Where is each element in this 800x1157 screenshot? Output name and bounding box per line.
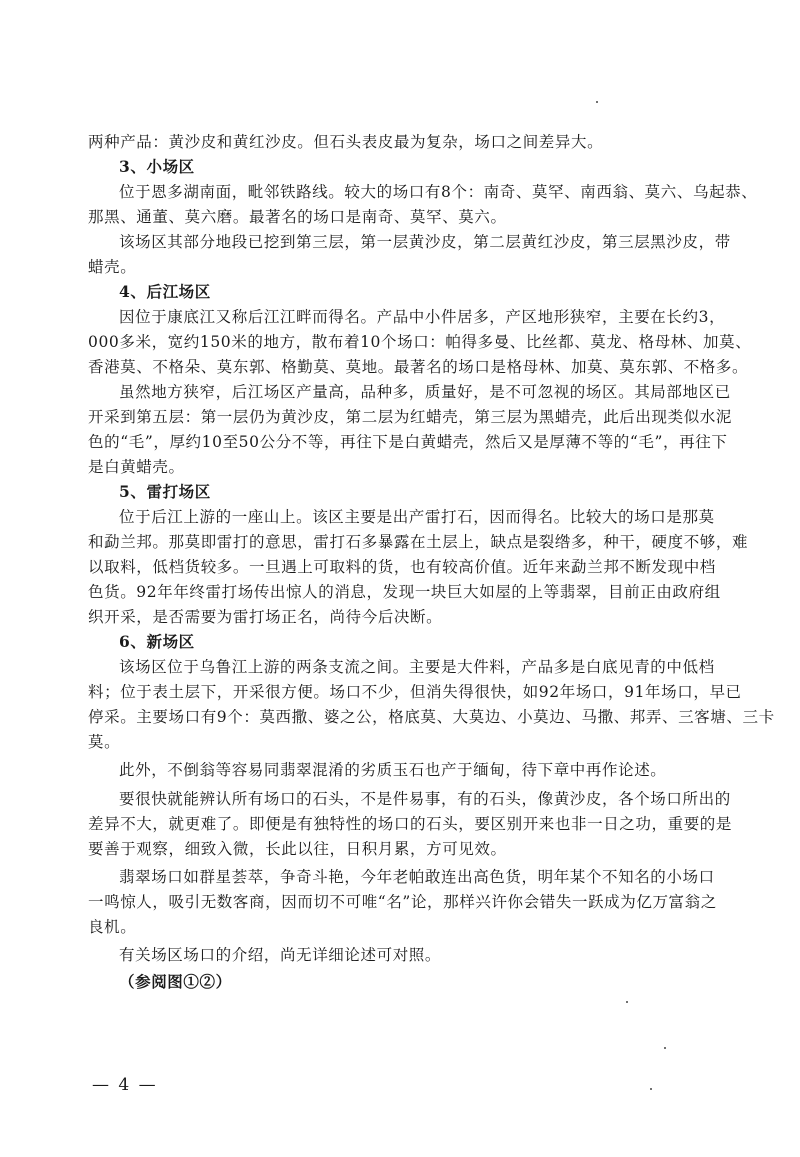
text-line: 要善于观察，细致入微，长此以往，日积月累，方可见效。 — [88, 840, 507, 858]
text-line: 翡翠场口如群星荟萃，争奇斗艳，今年老帕敢连出高色货，明年某个不知名的小场口 — [119, 868, 715, 886]
section-heading-small-field: 3、小场区 — [119, 157, 195, 176]
scan-speck — [596, 101, 598, 103]
section-heading-new-field: 6、新场区 — [119, 632, 195, 651]
text-line: 蜡壳。 — [88, 258, 137, 276]
section-heading-houjiang: 4、后江场区 — [119, 282, 211, 301]
text-line: 是白黄蜡壳。 — [88, 458, 185, 476]
text-line: 差异不大，就更难了。即便是有独特性的场口的石头，要区别开来也非一日之功，重要的是 — [88, 815, 733, 833]
text-line: 因位于康底江又称后江江畔而得名。产品中小件居多，产区地形狭窄，主要在长约3， — [119, 308, 726, 326]
text-line: 两种产品：黄沙皮和黄红沙皮。但石头表皮最为复杂，场口之间差异大。 — [88, 133, 604, 151]
text-line: 织开采，是否需要为雷打场正名，尚待今后决断。 — [88, 608, 443, 626]
text-line: 有关场区场口的介绍，尚无详细论述可对照。 — [119, 946, 442, 964]
text-line: 该场区其部分地段已挖到第三层，第一层黄沙皮，第二层黄红沙皮，第三层黑沙皮，带 — [119, 233, 731, 251]
text-line: 色货。92年年终雷打场传出惊人的消息，发现一块巨大如屋的上等翡翠，目前正由政府组 — [88, 583, 721, 601]
text-line: 该场区位于乌鲁江上游的两条支流之间。主要是大件料，产品多是白底见青的中低档 — [119, 658, 715, 676]
text-line: 停采。主要场口有9个：莫西撒、婆之公，格底莫、大莫边、小莫边、马撒、邦弄、三客塘、三卡 — [88, 708, 775, 726]
text-line: 000多米，宽约150米的地方，散布着10个场口：帕得多曼、比丝都、莫龙、格母林、加莫、 — [88, 333, 752, 351]
text-line: 此外，不倒翁等容易同翡翠混淆的劣质玉石也产于缅甸，待下章中再作论述。 — [119, 761, 667, 779]
text-line: 要很快就能辨认所有场口的石头，不是件易事，有的石头，像黄沙皮，各个场口所出的 — [119, 790, 731, 808]
page-number: — 4 — — [92, 1075, 158, 1095]
scan-speck — [664, 1047, 666, 1049]
text-line: 位于恩多湖南面，毗邻铁路线。较大的场口有8个：南奇、莫罕、南西翁、莫六、乌起恭、 — [119, 183, 758, 201]
scan-speck — [650, 1088, 652, 1090]
text-line: 良机。 — [88, 918, 137, 936]
text-line: 开采到第五层：第一层仍为黄沙皮，第二层为红蜡壳，第三层为黑蜡壳，此后出现类似水泥 — [88, 408, 733, 426]
text-line: 虽然地方狭窄，后江场区产量高，品种多，质量好，是不可忽视的场区。其局部地区已 — [119, 383, 731, 401]
text-line: 一鸣惊人，吸引无数客商，因而切不可唯“名”论，那样兴许你会错失一跃成为亿万富翁之 — [88, 893, 717, 911]
text-line: 那黑、通董、莫六磨。最著名的场口是南奇、莫罕、莫六。 — [88, 208, 507, 226]
text-line: 料；位于表土层下，开采很方便。场口不少，但消失得很快，如92年场口，91年场口，早已 — [88, 683, 742, 701]
text-line: 位于后江上游的一座山上。该区主要是出产雷打石，因而得名。比较大的场口是那莫 — [119, 508, 715, 526]
text-line: 香港莫、不格朵、莫东郭、格勤莫、莫地。最著名的场口是格母林、加莫、莫东郭、不格多。 — [88, 358, 749, 376]
scan-speck — [626, 1001, 628, 1003]
text-line: 以取料，低档货较多。一旦遇上可取料的货，也有较高价值。近年来勐兰邦不断发现中档 — [88, 558, 716, 576]
figure-reference: （参阅图①②） — [119, 972, 232, 991]
text-line: 色的“毛”，厚约10至50公分不等，再往下是白黄蜡壳，然后又是厚薄不等的“毛”，再往下 — [88, 433, 728, 451]
text-line: 和勐兰邦。那莫即雷打的意思，雷打石多暴露在土层上，缺点是裂绺多，种干，硬度不够，难 — [88, 533, 749, 551]
section-heading-leida: 5、雷打场区 — [119, 482, 211, 501]
text-line: 莫。 — [88, 733, 121, 751]
